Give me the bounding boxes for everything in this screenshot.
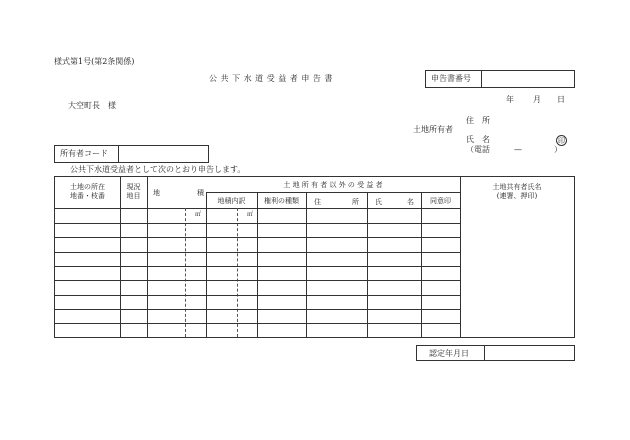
unit-area: ㎡ [195, 211, 202, 218]
seal-icon: 印 [558, 136, 565, 145]
table-row [55, 337, 460, 338]
owner-code-box [54, 145, 209, 163]
owner-code-label: 所有者コード [60, 149, 108, 158]
header-consent-seal: 同意印 [430, 196, 451, 205]
owner-phone-label: （電話 — ） [466, 145, 562, 154]
table-row [55, 280, 460, 281]
owner-address-label: 住 所 [466, 116, 490, 125]
beneficiary-table [54, 176, 575, 338]
owner-role-label: 土地所有者 [413, 125, 453, 134]
date-day-label: 日 [557, 95, 565, 104]
table-row [55, 223, 460, 224]
header-co-owner-names: 土地共有者氏名 (連署、押印) [492, 182, 542, 200]
header-area-left: 地 [153, 189, 160, 197]
header-address-right: 所 [352, 198, 359, 206]
table-row [55, 295, 460, 296]
form-title: 公 共 下 水 道 受 益 者 申 告 書 [209, 74, 333, 83]
certification-date-box [416, 345, 575, 361]
table-row [55, 252, 460, 253]
table-row [55, 266, 460, 267]
header-address-left: 住 [314, 198, 321, 206]
owner-name-label: 氏 名 [466, 135, 490, 144]
form-style-number: 様式第1号(第2条関係) [54, 57, 135, 66]
intro-text: 公共下水道受益者として次のとおり申告します。 [70, 165, 246, 174]
report-number-label: 申告書番号 [431, 74, 471, 83]
table-row [55, 323, 460, 324]
header-current-category: 現況 地目 [126, 182, 141, 200]
date-year-label: 年 [506, 95, 514, 104]
unit-breakdown: ㎡ [247, 211, 254, 218]
table-row [55, 237, 460, 238]
header-area-breakdown: 地積内訳 [217, 196, 246, 205]
header-land-location: 土地の所在 地番・枝番 [70, 182, 105, 200]
addressee: 大空町長 様 [68, 101, 116, 110]
header-non-owner-beneficiary: 土 地 所 有 者 以 外 の 受 益 者 [283, 181, 383, 189]
header-rights-type: 権利の種類 [264, 196, 299, 205]
header-name-left: 氏 [375, 198, 382, 206]
report-number-box [425, 70, 575, 88]
header-name-right: 名 [407, 198, 414, 206]
table-row [55, 309, 460, 310]
certification-date-label: 認定年月日 [429, 349, 469, 358]
header-area-right: 積 [197, 189, 204, 197]
date-month-label: 月 [533, 95, 541, 104]
